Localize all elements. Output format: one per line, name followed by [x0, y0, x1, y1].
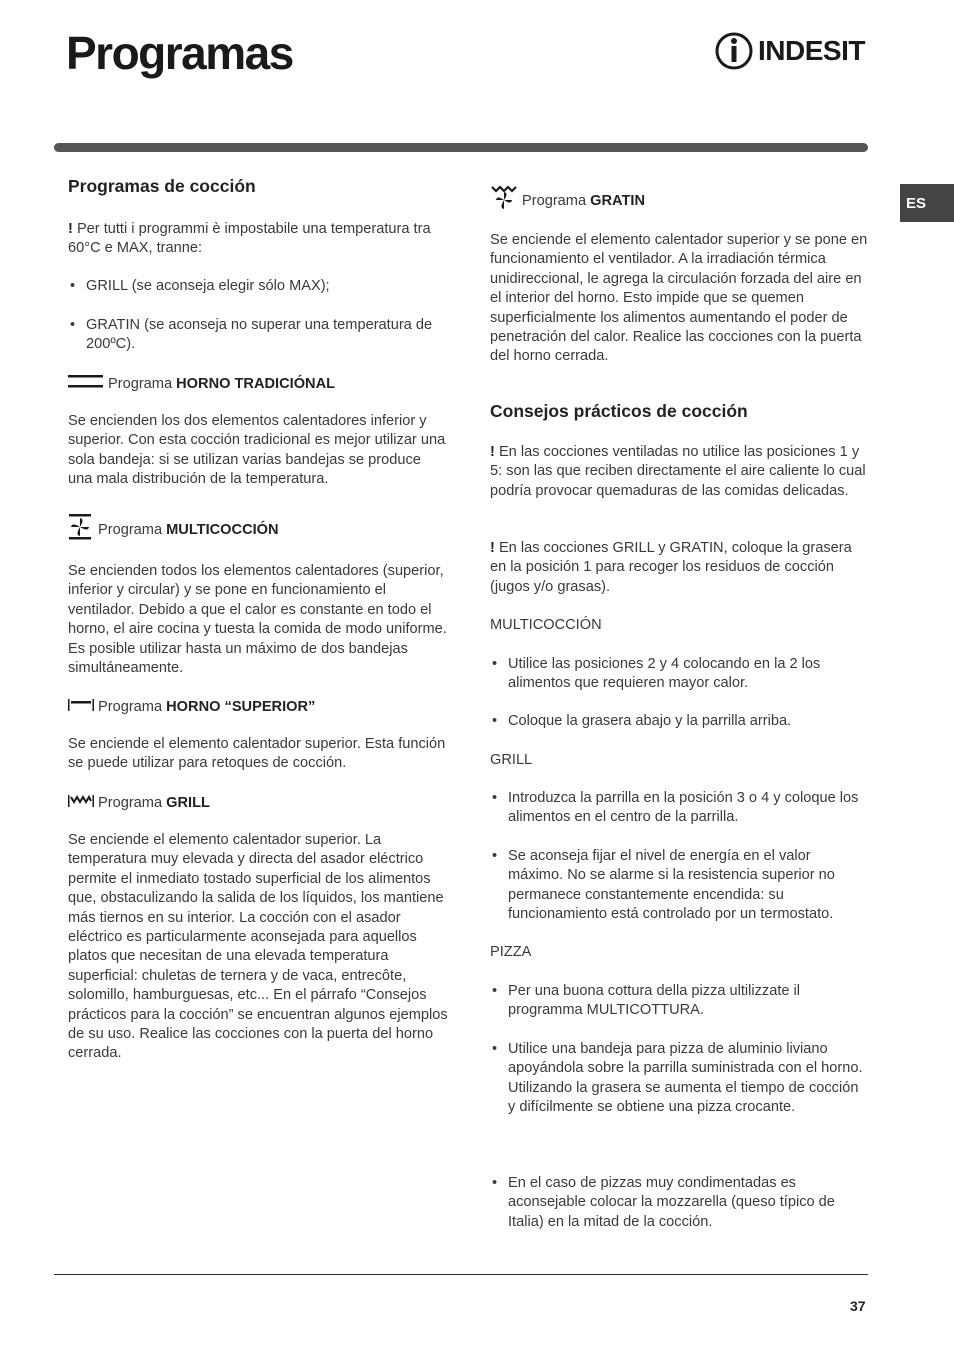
traditional-oven-icon — [68, 372, 104, 396]
warning-mark: ! — [490, 444, 495, 460]
list-item: • Coloque la grasera abajo y la parrilla arriba. — [490, 712, 868, 731]
list-item: • Utilice las posiciones 2 y 4 colocando en la 2 los alimentos que requieren mayor calor. — [490, 655, 868, 694]
multicooking-fan-icon — [68, 513, 94, 547]
warning-mark: ! — [490, 540, 495, 556]
warning-paragraph: ! En las cocciones GRILL y GRATIN, coloque la grasera en la posición 1 para recoger los residuos de cocción (jugos y/o grasas). — [490, 540, 852, 595]
indesit-logo-icon — [714, 30, 754, 72]
subsection-label: GRILL — [490, 752, 533, 768]
warning-mark: ! — [68, 221, 73, 237]
language-tab: ES — [900, 184, 954, 222]
brand-name: INDESIT — [758, 35, 865, 66]
header-rule — [54, 143, 868, 152]
list-item: • GRILL (se aconseja elegir sólo MAX); — [68, 277, 448, 296]
list-item: • Utilice una bandeja para pizza de aluminio liviano apoyándola sobre la parrilla suministrada con el horno. Utilizando la grasera se aumenta el tiempo de cocción y difícilmente se obtiene una pizza crocante. — [490, 1040, 868, 1118]
program-description: Se enciende el elemento calentador superior. Esta función se puede utilizar para retoques de cocción. — [68, 736, 446, 772]
brand-logo — [714, 30, 865, 72]
section-heading-programs: Programas de cocción — [68, 176, 256, 196]
grill-icon — [68, 792, 94, 814]
program-description: Se enciende el elemento calentador superior y se pone en funcionamiento el ventilador. A la irradiación térmica unidireccional, le agrega la circulación forzada del aire en el interior del horno. Esto impide que se quemen superficialmente los alimentos aumentando el poder de penetración del calor. Realice las cocciones con la puerta del horno cerrada. — [490, 232, 868, 365]
program-heading-traditional: Programa HORNO TRADICIÓNAL — [68, 372, 448, 396]
program-heading-multicooking: Programa MULTICOCCIÓN — [68, 513, 448, 547]
warning-paragraph: ! En las cocciones ventiladas no utilice las posiciones 1 y 5: son las que reciben directamente el aire caliente lo cual podría provocar quemaduras de las comidas delicadas. — [490, 444, 866, 499]
list-item-continuation: Utilizando la grasera se aumenta el tiempo de cocción y difícilmente se obtiene una pizza crocante. — [508, 1079, 859, 1116]
subsection-label: PIZZA — [490, 944, 532, 960]
top-oven-icon — [68, 696, 94, 718]
section-heading-tips: Consejos prácticos de cocción — [490, 401, 748, 421]
program-heading-gratin: Programa GRATIN — [490, 184, 868, 218]
footer-rule — [54, 1274, 868, 1275]
program-heading-grill: Programa GRILL — [68, 792, 448, 814]
list-item: • Se aconseja fijar el nivel de energía en el valor máximo. No se alarme si la resistencia superior no permanece constantemente encendida: su funcionamiento está controlado por un termostato. — [490, 847, 868, 925]
list-item: • En el caso de pizzas muy condimentadas es aconsejable colocar la mozzarella (queso típico de Italia) en la mitad de la cocción. — [490, 1174, 868, 1232]
subsection-label: MULTICOCCIÓN — [490, 617, 602, 633]
program-heading-top-oven: Programa HORNO “SUPERIOR” — [68, 696, 448, 718]
program-description: Se enciende el elemento calentador superior. La temperatura muy elevada y directa del asador eléctrico permite el inmediato tostado superficial de los alimentos que, obstaculizando la salida de los líquidos, los mantiene más tiernos en su interior. La cocción con el asador eléctrico es particularmente aconsejada para aquellos platos que necesitan de una elevada temperatura superficial: chuletas de ternera y de vaca, entrecôte, solomillo, hamburguesas, etc... En el párrafo “Consejos prácticos para la cocción” se encuentran algunos ejemplos de su uso. Realice las cocciones con la puerta del horno cerrada. — [68, 832, 448, 1062]
program-description: Se encienden todos los elementos calentadores (superior, inferior y circular) y se pone en funcionamiento el ventilador. Debido a que el calor es constante en todo el horno, el aire cocina y tuesta la comida de modo uniforme. Es posible utilizar hasta un máximo de dos bandejas simultáneamente. — [68, 563, 447, 677]
page-title: Programas — [66, 27, 293, 79]
list-item: • Introduzca la parrilla en la posición 3 o 4 y coloque los alimentos en el centro de la parrilla. — [490, 789, 868, 828]
page-number: 37 — [850, 1298, 866, 1314]
program-description: Se encienden los dos elementos calentadores inferior y superior. Con esta cocción tradicional es mejor utilizar una sola bandeja: si se utilizan varias bandejas se produce una mala distribución de la temperatura. — [68, 413, 446, 488]
gratin-icon — [490, 184, 518, 218]
intro-paragraph — [68, 220, 448, 259]
list-item: • GRATIN (se aconseja no superar una temperatura de 200ºC). — [68, 316, 448, 355]
intro-text: Per tutti i programmi è impostabile una temperatura tra 60°C e MAX, tranne: — [68, 221, 431, 257]
list-item: • Per una buona cottura della pizza ultilizzate il programma MULTICOTTURA. — [490, 982, 868, 1021]
